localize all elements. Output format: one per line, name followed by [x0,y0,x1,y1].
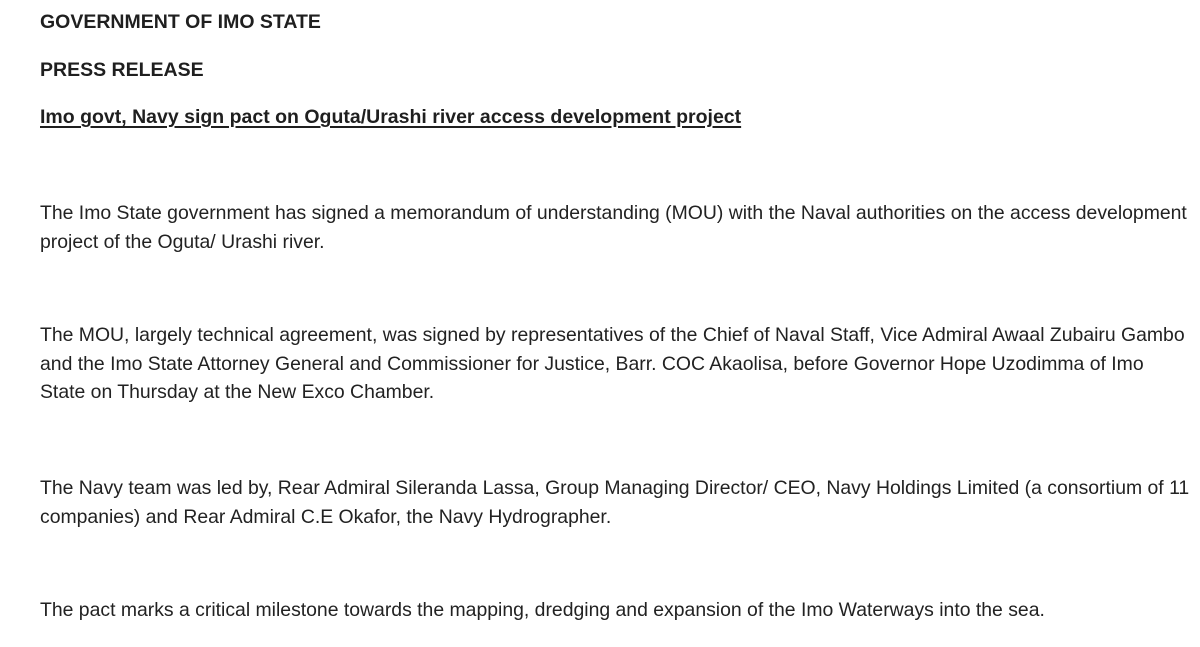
paragraph-navy-team: The Navy team was led by, Rear Admiral Sileranda Lassa, Group Managing Director/ CEO, Navy Holdings Limited (a consortium of 11 companies) and Rear Admiral C.E Okafor, the Navy Hydrographer. [40,477,1190,528]
paragraph-milestone: The pact marks a critical milestone towards the mapping, dredging and expansion of the Imo Waterways into the sea. [40,599,1045,621]
press-release-label: PRESS RELEASE [40,59,204,81]
paragraph-mou-signatories: The MOU, largely technical agreement, was signed by representatives of the Chief of Naval Staff, Vice Admiral Awaal Zubairu Gambo and the Imo State Attorney General and Commissioner for Justice, Barr. COC Akaolisa, before Governor Hope Uzodimma of Imo State on Thursday at the New Exco Chamber. [40,324,1185,403]
paragraph-mou-signed: The Imo State government has signed a memorandum of understanding (MOU) with the Naval authorities on the access development project of the Oguta/ Urashi river. [40,202,1187,253]
press-release-title: Imo govt, Navy sign pact on Oguta/Urashi river access development project [40,106,742,128]
government-header: GOVERNMENT OF IMO STATE [40,11,321,33]
